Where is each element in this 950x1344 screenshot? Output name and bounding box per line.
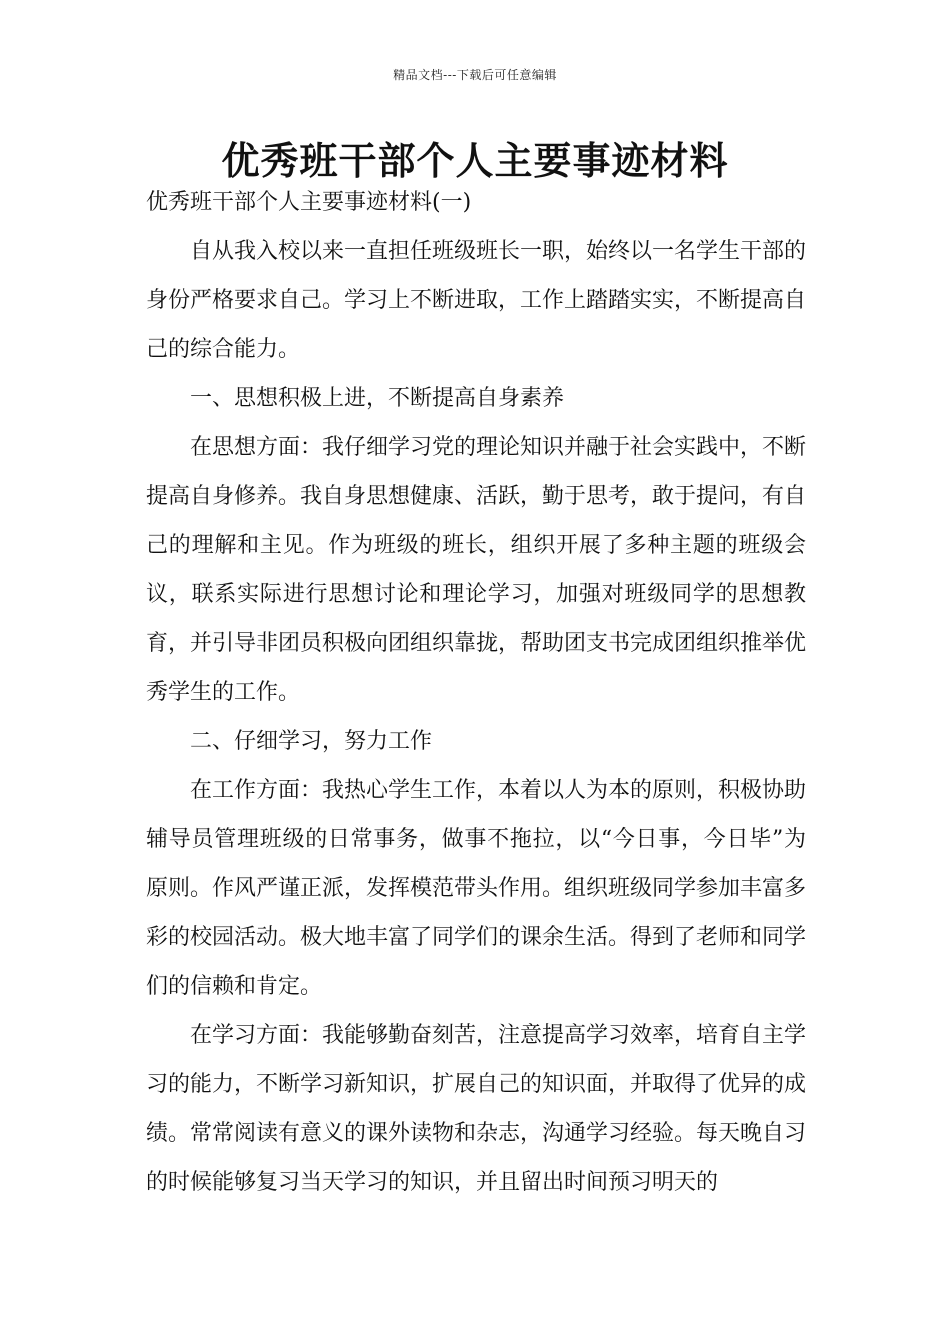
paragraph-work: 在工作方面：我热心学生工作，本着以人为本的原则，积极协助辅导员管理班级的日常事务，做事不拖拉，以“今日事，今日毕”为原则。作风严谨正派，发挥模范带头作用。组织班级同学参加丰富多彩的校园活动。极大地丰富了同学们的课余生活。得到了老师和同学们的信赖和肯定。: [146, 778, 807, 999]
paragraph-thought: 在思想方面：我仔细学习党的理论知识并融于社会实践中，不断提高自身修养。我自身思想健康、活跃，勤于思考，敢于提问，有自己的理解和主见。作为班级的班长，组织开展了多种主题的班级会议，联系实际进行思想讨论和理论学习，加强对班级同学的思想教育，并引导非团员积极向团组织靠拢，帮助团支书完成团组织推举优秀学生的工作。: [146, 435, 807, 705]
paragraph-intro: 自从我入校以来一直担任班级班长一职，始终以一名学生干部的身份严格要求自己。学习上不断进取，工作上踏踏实实，不断提高自己的综合能力。: [146, 239, 807, 362]
document-body: [146, 178, 806, 1207]
document-subtitle: 优秀班干部个人主要事迹材料(一): [146, 190, 472, 215]
document-title: 优秀班干部个人主要事迹材料: [221, 138, 729, 183]
section-heading-1: 一、思想积极上进，不断提高自身素养: [190, 386, 565, 411]
header-note: 精品文档---下载后可任意编辑: [393, 68, 557, 82]
section-heading-2: 二、仔细学习，努力工作: [190, 729, 433, 754]
paragraph-study: 在学习方面：我能够勤奋刻苦，注意提高学习效率，培育自主学习的能力，不断学习新知识，扩展自己的知识面，并取得了优异的成绩。常常阅读有意义的课外读物和杂志，沟通学习经验。每天晚自习的时候能够复习当天学习的知识，并且留出时间预习明天的: [146, 1023, 807, 1195]
